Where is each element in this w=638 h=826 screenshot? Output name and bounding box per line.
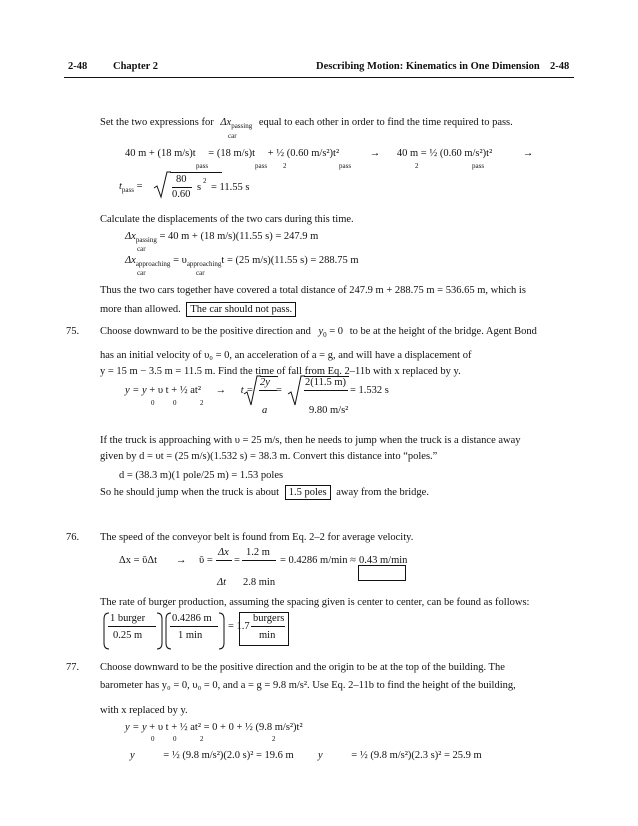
eq-term: y = y <box>125 385 147 396</box>
units: s <box>197 182 202 193</box>
eq-term: Δx = ῡΔt <box>119 555 158 566</box>
subscript-approaching: approaching <box>186 260 222 268</box>
subscript: 0 <box>173 735 177 743</box>
displacement-approaching <box>125 256 359 268</box>
subscript-car: car <box>137 245 146 253</box>
unit-numerator: burgers <box>253 613 285 624</box>
rate-result: = 1.7 <box>228 621 250 632</box>
text: Choose downward to be the positive direction and <box>100 326 311 337</box>
eq-term: t + ½ at² = 0 + 0 + ½ (9.8 m/s²)t² <box>165 722 303 733</box>
fraction-bar <box>170 626 218 627</box>
unit-denominator: min <box>259 630 276 641</box>
fraction-denominator: 9.80 m/s² <box>309 405 349 416</box>
fraction-numerator: 2y <box>260 377 270 388</box>
eq-term: y = y <box>125 722 147 733</box>
equals-sign: = <box>276 385 282 396</box>
fraction-numerator: 0.4286 m <box>172 613 212 624</box>
fraction-denominator: 2 <box>283 162 287 170</box>
text: to be at the height of the bridge. Agent Bond <box>349 326 537 337</box>
fraction-bar <box>304 390 348 391</box>
calc-line: Calculate the displacements of the two cars during this time. <box>100 214 354 225</box>
sqrt-sign-icon <box>153 170 171 200</box>
page-number-right: 2-48 <box>550 61 570 72</box>
arrow-icon: → <box>522 148 534 159</box>
fraction-numerator: 1.2 m <box>246 547 270 558</box>
y-symbol: y <box>318 750 323 761</box>
subscript: 0 <box>323 331 327 339</box>
fraction-bar <box>242 560 276 561</box>
t-symbol: t <box>119 181 122 192</box>
y-symbol: y <box>130 750 135 761</box>
eq-term: = (18 m/s)t <box>208 148 256 159</box>
fraction-denominator: 2.8 min <box>243 577 276 588</box>
text: more than allowed. <box>100 304 181 315</box>
subscript: 0 <box>151 735 155 743</box>
height-result: = ½ (9.8 m/s²)(2.3 s)² = 25.9 m <box>351 750 482 761</box>
sqrt-sign-icon <box>240 374 261 408</box>
displacement-value: t = (25 m/s)(11.55 s) = 288.75 m <box>221 255 359 266</box>
page-number-left: 2-48 <box>68 61 88 72</box>
p75-equation <box>125 386 253 397</box>
problem-number: 77. <box>66 662 80 673</box>
height-result: = ½ (9.8 m/s²)(2.0 s)² = 19.6 m <box>163 750 294 761</box>
p75-line3: y = 15 m − 3.5 m = 11.5 m. Find the time of fall from Eq. 2–11b with x replaced by y. <box>100 366 461 377</box>
p77-line3: with x replaced by y. <box>100 705 188 716</box>
fraction-bar <box>259 390 277 391</box>
displacement-passing <box>125 232 318 244</box>
eq-term: ῡ = <box>199 555 213 566</box>
delta-x-symbol: Δx <box>125 255 136 266</box>
eq-term: 40 m + (18 m/s)t <box>125 148 196 159</box>
height-2s <box>130 751 294 762</box>
jump-line <box>100 488 429 499</box>
subscript-pass: pass <box>121 186 134 194</box>
height-2-3s <box>318 751 482 762</box>
fraction-bar <box>251 626 285 627</box>
text: = 0 <box>329 326 344 337</box>
fraction-denominator: 2 <box>272 735 276 743</box>
p77-line2: barometer has y₀ = 0, υ₀ = 0, and a = g = 9.8 m/s². Use Eq. 2–11b to find the height of the building, <box>100 680 516 691</box>
total-distance-line: Thus the two cars together have covered a total distance of 247.9 m + 288.75 m = 536.65 m, which is <box>100 285 526 296</box>
sqrt-sign-icon <box>287 374 305 408</box>
fraction-numerator: 2(11.5 m) <box>305 377 347 388</box>
subscript-car: car <box>137 269 146 277</box>
fraction-numerator: 80 <box>176 174 187 185</box>
subscript-passing: passing <box>135 236 157 244</box>
p75-line2: has an initial velocity of υ₀ = 0, an acceleration of a = g, and will have a displacement of <box>100 350 472 361</box>
subscript-pass: pass <box>472 162 485 170</box>
fraction-numerator: Δx <box>218 547 229 558</box>
intro-line <box>100 118 513 130</box>
fraction-bar <box>216 560 232 561</box>
chapter-title: Describing Motion: Kinematics in One Dimension <box>316 61 540 72</box>
time-result: = 1.532 s <box>350 385 389 396</box>
fraction-denominator: 2 <box>415 162 419 170</box>
subscript-passing: passing <box>231 122 253 130</box>
eq-term: + υ <box>149 385 164 396</box>
boxed-answer: The car should not pass. <box>186 302 296 317</box>
fraction-denominator: 0.25 m <box>113 630 143 641</box>
p77-equation <box>125 723 303 734</box>
fraction-denominator: Δt <box>217 577 227 588</box>
boxed-answer: 1.5 poles <box>285 485 331 500</box>
text: away from the bridge. <box>336 487 429 498</box>
header-rule <box>64 77 574 78</box>
delta-x-symbol: Δx <box>125 231 136 242</box>
eq-term: 40 m = ½ (0.60 m/s²)t² <box>396 148 493 159</box>
p75-line1 <box>100 327 537 339</box>
subscript-car: car <box>196 269 205 277</box>
eq-term: + ½ (0.60 m/s²)t² <box>267 148 340 159</box>
p77-line1: Choose downward to be the positive direction and the origin to be at the top of the building. The <box>100 662 505 673</box>
boxed-answer: 0.43 m/min <box>359 555 408 566</box>
fraction-numerator: 1 burger <box>110 613 146 624</box>
eq-term: t = <box>240 385 254 396</box>
intro-text-end: equal to each other in order to find the time required to pass. <box>258 117 513 128</box>
subscript-approaching: approaching <box>135 260 171 268</box>
fraction-denominator: 0.60 <box>172 189 191 200</box>
exponent: 2 <box>203 177 207 185</box>
subscript-pass: pass <box>255 162 268 170</box>
displacement-value: = 40 m + (18 m/s)(11.55 s) = 247.9 m <box>159 231 319 242</box>
eq-term: + υ <box>149 722 164 733</box>
fraction-bar <box>108 626 156 627</box>
text: So he should jump when the truck is about <box>100 487 280 498</box>
subscript: 0 <box>173 399 177 407</box>
speed-result: = 0.4286 m/min ≈ <box>280 555 356 566</box>
truck-line1: If the truck is approaching with υ = 25 m/s, then he needs to jump when the truck is a distance away <box>100 435 521 446</box>
truck-line2: given by d = υt = (25 m/s)(1.532 s) = 38.3 m. Convert this distance into “poles.” <box>100 451 438 462</box>
fraction-bar <box>172 187 192 188</box>
fraction-denominator: a <box>262 405 268 416</box>
fraction-denominator: 2 <box>200 399 204 407</box>
y-symbol: y <box>318 326 324 337</box>
problem-number: 75. <box>66 326 80 337</box>
poles-equation: d = (38.3 m)(1 pole/25 m) = 1.53 poles <box>119 470 284 481</box>
answer-box <box>358 565 406 581</box>
fraction-denominator: 1 min <box>178 630 203 641</box>
sqrt-bar <box>170 172 222 173</box>
t-pass-equation: $t_{pass}$ = <box>119 181 143 194</box>
t-pass-result: = 11.55 s <box>211 182 250 193</box>
chapter-label: Chapter 2 <box>113 61 159 72</box>
rate-line: The rate of burger production, assuming the spacing given is center to center, can be found as follows: <box>100 597 530 608</box>
subscript-pass: pass <box>339 162 352 170</box>
delta-x-symbol: Δx <box>220 117 232 128</box>
arrow-icon: → <box>176 555 187 566</box>
arrow-icon: → <box>369 148 381 159</box>
intro-text: Set the two expressions for <box>100 117 214 128</box>
fraction-denominator: 2 <box>200 735 204 743</box>
arrow-icon: → <box>215 385 227 396</box>
conclusion-line <box>100 305 296 316</box>
subscript: 0 <box>151 399 155 407</box>
eq-term: t + ½ at² <box>165 385 201 396</box>
problem-number: 76. <box>66 532 80 543</box>
subscript-pass: pass <box>196 162 209 170</box>
velocity-symbol: = υ <box>173 255 187 266</box>
p76-line1: The speed of the conveyor belt is found from Eq. 2–2 for average velocity. <box>100 532 414 543</box>
equation-pass <box>125 149 533 160</box>
subscript-car: car <box>228 132 237 140</box>
